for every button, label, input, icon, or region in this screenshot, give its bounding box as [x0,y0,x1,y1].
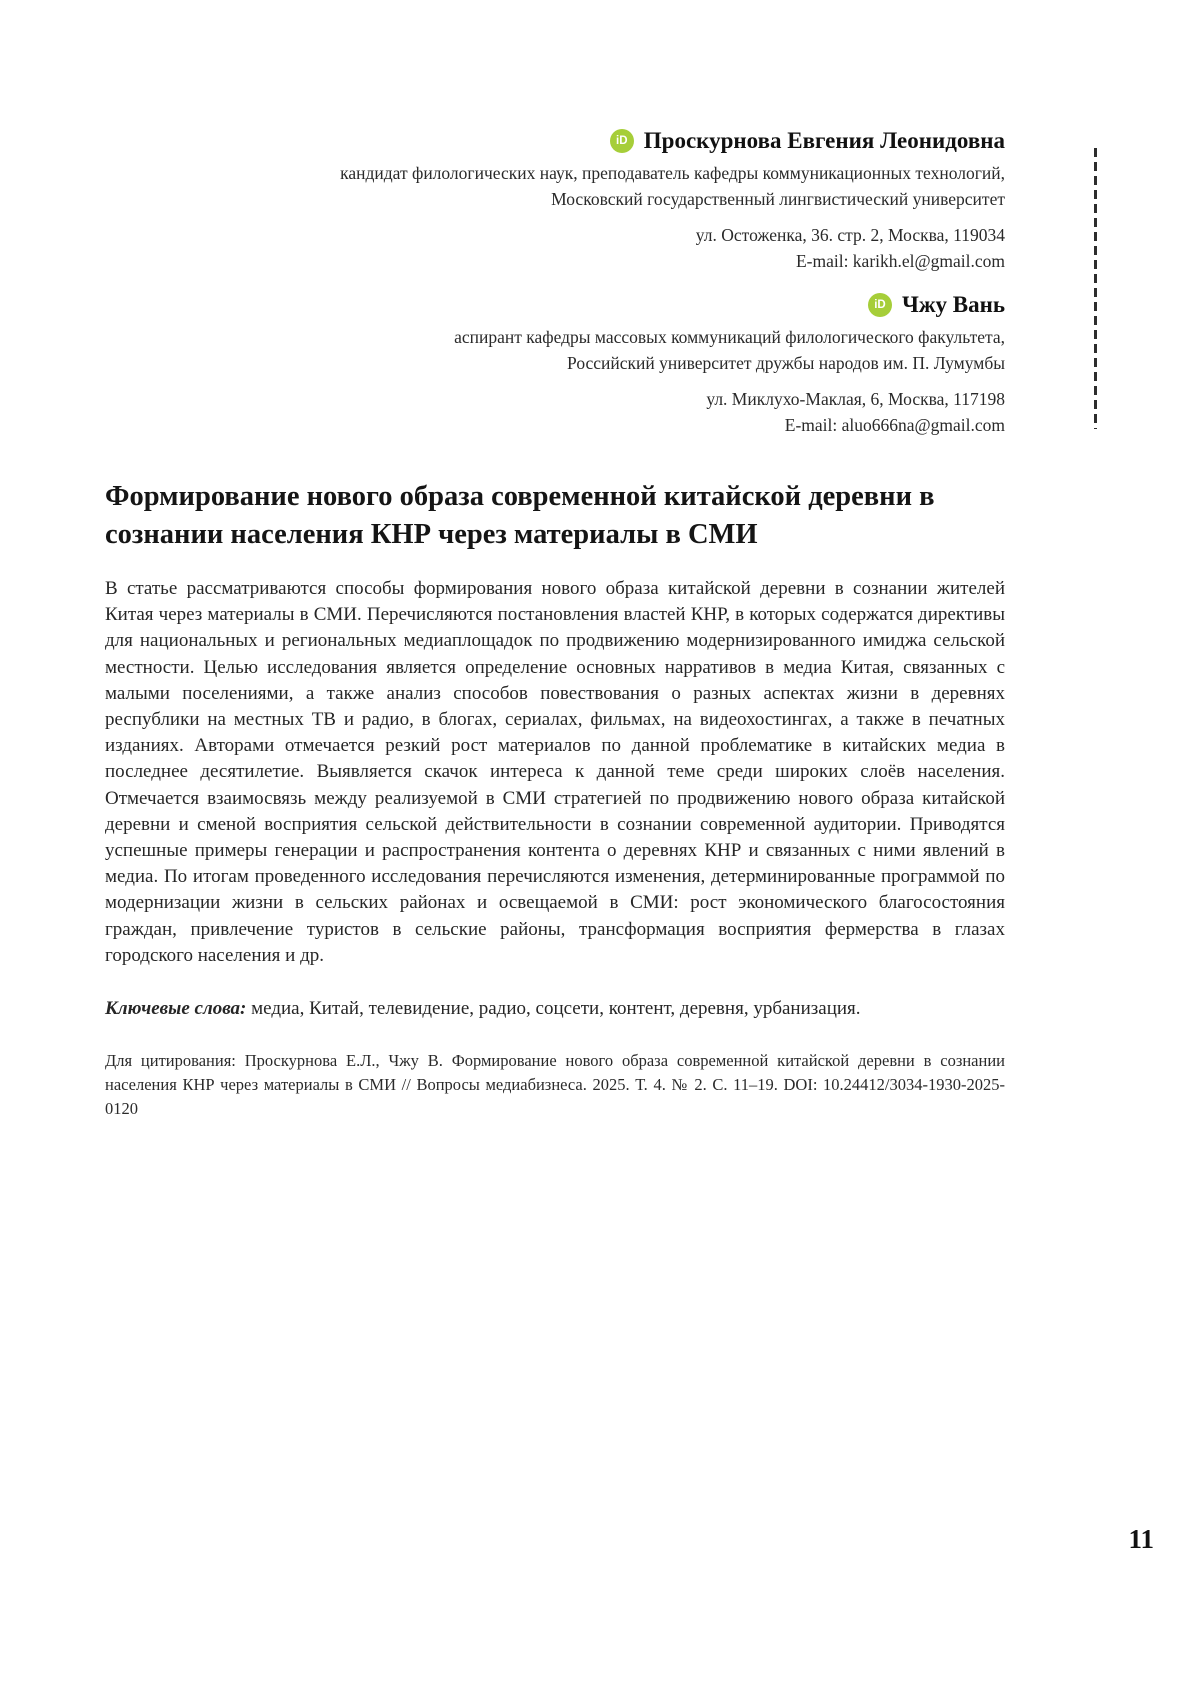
author-name-row [105,290,1005,320]
author-contact [105,386,1005,438]
author-name: Чжу Вань [901,292,1005,317]
orcid-icon[interactable]: iD [610,129,634,153]
author-affiliation [105,324,1005,376]
abstract-text: В статье рассматриваются способы формирования нового образа китайской деревни в сознании жителей Китая через материалы в СМИ. Перечисляются постановления властей КНР, в которых содержатся директивы для национальных и региональных медиаплощадок по продвижению модернизированного имиджа сельской местности. Целью исследования является определение основных нарративов в медиа Китая, связанных с малыми поселениями, а также анализ способов повествования о разных аспектах жизни в деревнях республики на местных ТВ и радио, в блогах, сериалах, фильмах, на видеохостингах, а также в печатных изданиях. Авторами отмечается резкий рост материалов по данной проблематике в китайских медиа в последнее десятилетие. Выявляется скачок интереса к данной теме среди широких слоёв населения. Отмечается взаимосвязь между реализуемой в СМИ стратегией по продвижению нового образа китайской деревни и сменой восприятия сельской действительности в сознании современной аудитории. Приводятся успешные примеры генерации и распространения контента о деревнях КНР и связанных с ними явлений в медиа. По итогам проведенного исследования перечисляются изменения, детерминированные программой по модернизации жизни в сельских районах и освещаемой в СМИ: рост экономического благосостояния граждан, привлечение туристов в сельские районы, трансформация восприятия фермерства в глазах городского населения и др. [105,578,1005,966]
citation-text: Проскурнова Е.Л., Чжу В. Формирование нового образа современной китайской деревни в сознании населения КНР через материалы в СМИ // Вопросы медиабизнеса. 2025. Т. 4. № 2. С. 11–19. DOI: 10.24412/3034-1930-2025-0120 [105,1051,1005,1119]
orcid-icon[interactable]: iD [868,293,892,317]
affiliation-line: аспирант кафедры массовых коммуникаций филологического факультета, [454,327,1005,347]
author-email: E-mail: aluo666na@gmail.com [784,415,1005,435]
author-name: Проскурнова Евгения Леонидовна [643,128,1005,153]
citation-label: Для цитирования: [105,1051,236,1071]
author-entry-2 [105,290,1005,438]
citation-line [105,1049,1005,1121]
page-content [105,126,1005,1121]
author-info-block [105,126,1005,438]
author-address: ул. Миклухо-Маклая, 6, Москва, 117198 [706,389,1005,409]
author-address: ул. Остоженка, 36. стр. 2, Москва, 119034 [695,225,1005,245]
page-number: 11 [1128,1524,1154,1554]
author-affiliation [105,160,1005,212]
keywords-line [105,996,1005,1022]
keywords-text: медиа, Китай, телевидение, радио, соцсети, контент, деревня, урбанизация. [251,998,861,1020]
author-email: E-mail: karikh.el@gmail.com [795,251,1005,271]
affiliation-line: Российский университет дружбы народов им. П. Лумумбы [567,353,1005,373]
affiliation-line: кандидат филологических наук, преподаватель кафедры коммуникационных технологий, [340,163,1005,183]
author-block-dashed-border [1094,148,1097,429]
article-title: Формирование нового образа современной китайской деревни в сознании населения КНР через материалы в СМИ [105,481,935,550]
keywords-label: Ключевые слова: [105,998,247,1020]
author-entry-1 [105,126,1005,274]
affiliation-line: Московский государственный лингвистический университет [551,189,1005,209]
author-contact [105,222,1005,274]
author-name-row [105,126,1005,156]
